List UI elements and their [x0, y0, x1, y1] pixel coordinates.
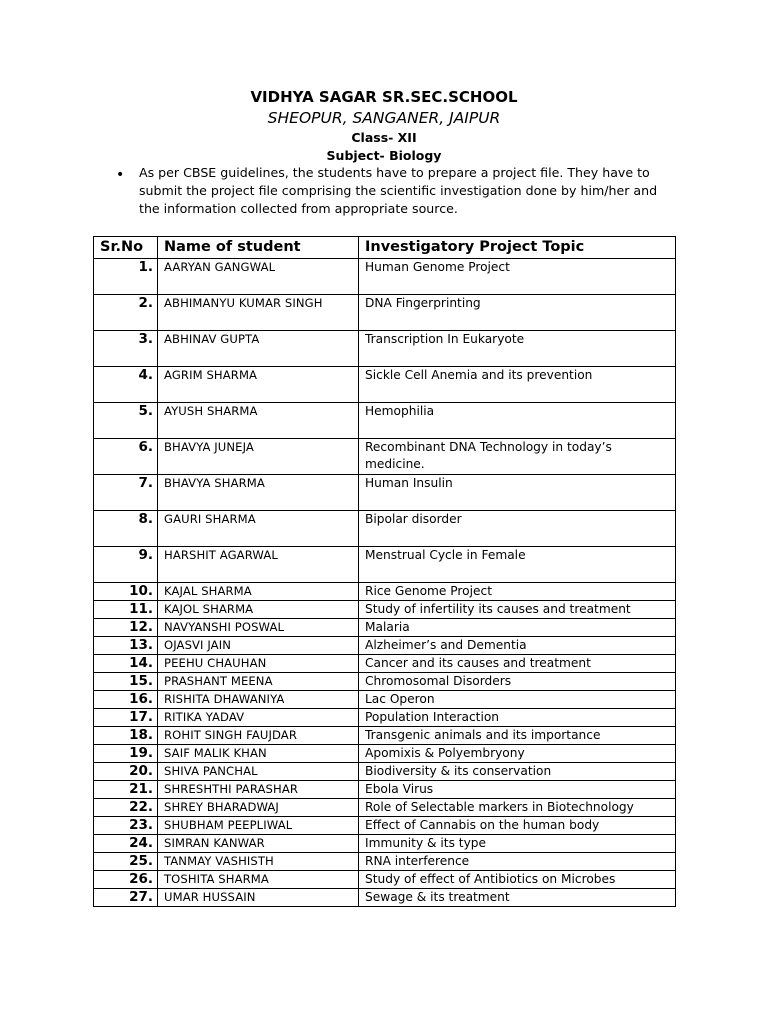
table-body — [94, 259, 676, 907]
table-row — [94, 817, 676, 835]
serial-number-cell: 10. — [94, 583, 158, 601]
student-name-cell: SHUBHAM PEEPLIWAL — [158, 817, 359, 835]
student-name-cell: SHREY BHARADWAJ — [158, 799, 359, 817]
project-topic-cell: Ebola Virus — [359, 781, 676, 799]
student-name-cell: TANMAY VASHISTH — [158, 853, 359, 871]
student-name-cell: SHIVA PANCHAL — [158, 763, 359, 781]
serial-number-cell: 22. — [94, 799, 158, 817]
table-row — [94, 871, 676, 889]
project-topic-cell: Population Interaction — [359, 709, 676, 727]
serial-number-cell: 26. — [94, 871, 158, 889]
serial-number-cell: 21. — [94, 781, 158, 799]
student-name-cell: HARSHIT AGARWAL — [158, 547, 359, 583]
class-label: Class- XII — [351, 130, 417, 145]
table-row — [94, 331, 676, 367]
table-row — [94, 889, 676, 907]
student-name-cell: ABHINAV GUPTA — [158, 331, 359, 367]
table-row — [94, 655, 676, 673]
table-row — [94, 439, 676, 475]
student-name-cell: KAJOL SHARMA — [158, 601, 359, 619]
student-name-cell: UMAR HUSSAIN — [158, 889, 359, 907]
serial-number-cell: 9. — [94, 547, 158, 583]
project-topic-cell: Study of infertility its causes and treatment — [359, 601, 676, 619]
project-topic-cell: Alzheimer’s and Dementia — [359, 637, 676, 655]
project-topic-cell: Study of effect of Antibiotics on Microbes — [359, 871, 676, 889]
student-name-cell: GAURI SHARMA — [158, 511, 359, 547]
project-topic-cell: Biodiversity & its conservation — [359, 763, 676, 781]
table-row — [94, 709, 676, 727]
project-topic-cell: Transcription In Eukaryote — [359, 331, 676, 367]
student-name-cell: BHAVYA SHARMA — [158, 475, 359, 511]
student-name-cell: PEEHU CHAUHAN — [158, 655, 359, 673]
serial-number-cell: 23. — [94, 817, 158, 835]
table-row — [94, 583, 676, 601]
table-row — [94, 799, 676, 817]
table-header-row — [94, 237, 676, 259]
student-name-cell: AGRIM SHARMA — [158, 367, 359, 403]
table-row — [94, 691, 676, 709]
serial-number-cell: 1. — [94, 259, 158, 295]
serial-number-cell: 11. — [94, 601, 158, 619]
serial-number-cell: 6. — [94, 439, 158, 475]
serial-number-cell: 3. — [94, 331, 158, 367]
school-address: SHEOPUR, SANGANER, JAIPUR — [267, 109, 501, 127]
student-name-cell: RITIKA YADAV — [158, 709, 359, 727]
column-header-srno: Sr.No — [94, 237, 158, 259]
table-row — [94, 619, 676, 637]
instruction-text: As per CBSE guidelines, the students have to prepare a project file. They have to submit the project file comprising the scientific investigation done by him/her and the information collected from appropriate source. — [139, 165, 658, 216]
serial-number-cell: 19. — [94, 745, 158, 763]
project-topic-cell: Lac Operon — [359, 691, 676, 709]
table-row — [94, 403, 676, 439]
serial-number-cell: 18. — [94, 727, 158, 745]
table-row — [94, 511, 676, 547]
serial-number-cell: 14. — [94, 655, 158, 673]
project-topic-cell: Chromosomal Disorders — [359, 673, 676, 691]
project-topic-cell: Hemophilia — [359, 403, 676, 439]
student-name-cell: RISHITA DHAWANIYA — [158, 691, 359, 709]
table-row — [94, 295, 676, 331]
table-row — [94, 745, 676, 763]
serial-number-cell: 13. — [94, 637, 158, 655]
serial-number-cell: 25. — [94, 853, 158, 871]
table-row — [94, 835, 676, 853]
subject-label: Subject- Biology — [326, 148, 442, 163]
student-name-cell: SIMRAN KANWAR — [158, 835, 359, 853]
column-header-name: Name of student — [158, 237, 359, 259]
student-name-cell: SHRESHTHI PARASHAR — [158, 781, 359, 799]
serial-number-cell: 16. — [94, 691, 158, 709]
table-row — [94, 853, 676, 871]
student-name-cell: SAIF MALIK KHAN — [158, 745, 359, 763]
project-topic-cell: Bipolar disorder — [359, 511, 676, 547]
student-name-cell: AYUSH SHARMA — [158, 403, 359, 439]
project-table — [93, 236, 676, 907]
student-name-cell: AARYAN GANGWAL — [158, 259, 359, 295]
project-topic-cell: Immunity & its type — [359, 835, 676, 853]
project-topic-cell: DNA Fingerprinting — [359, 295, 676, 331]
serial-number-cell: 27. — [94, 889, 158, 907]
project-topic-cell: Effect of Cannabis on the human body — [359, 817, 676, 835]
serial-number-cell: 24. — [94, 835, 158, 853]
table-row — [94, 367, 676, 403]
bullet-icon: • — [116, 167, 125, 183]
project-topic-cell: Sewage & its treatment — [359, 889, 676, 907]
project-topic-cell: Cancer and its causes and treatment — [359, 655, 676, 673]
serial-number-cell: 12. — [94, 619, 158, 637]
project-topic-cell: Apomixis & Polyembryony — [359, 745, 676, 763]
table-row — [94, 475, 676, 511]
student-name-cell: ROHIT SINGH FAUJDAR — [158, 727, 359, 745]
table-row — [94, 601, 676, 619]
project-topic-cell: Transgenic animals and its importance — [359, 727, 676, 745]
project-topic-cell: Human Genome Project — [359, 259, 676, 295]
project-topic-cell: Role of Selectable markers in Biotechnology — [359, 799, 676, 817]
serial-number-cell: 8. — [94, 511, 158, 547]
project-topic-cell: Recombinant DNA Technology in today’s medicine. — [359, 439, 676, 475]
column-header-topic: Investigatory Project Topic — [359, 237, 676, 259]
project-topic-cell: Malaria — [359, 619, 676, 637]
serial-number-cell: 20. — [94, 763, 158, 781]
serial-number-cell: 4. — [94, 367, 158, 403]
table-row — [94, 547, 676, 583]
project-topic-cell: Human Insulin — [359, 475, 676, 511]
table-row — [94, 673, 676, 691]
serial-number-cell: 17. — [94, 709, 158, 727]
project-topic-cell: Menstrual Cycle in Female — [359, 547, 676, 583]
serial-number-cell: 2. — [94, 295, 158, 331]
table-row — [94, 637, 676, 655]
table-row — [94, 259, 676, 295]
project-topic-cell: RNA interference — [359, 853, 676, 871]
student-name-cell: ABHIMANYU KUMAR SINGH — [158, 295, 359, 331]
project-topic-cell: Rice Genome Project — [359, 583, 676, 601]
student-name-cell: OJASVI JAIN — [158, 637, 359, 655]
student-name-cell: PRASHANT MEENA — [158, 673, 359, 691]
student-name-cell: TOSHITA SHARMA — [158, 871, 359, 889]
school-name: VIDHYA SAGAR SR.SEC.SCHOOL — [250, 88, 518, 106]
serial-number-cell: 5. — [94, 403, 158, 439]
project-topic-cell: Sickle Cell Anemia and its prevention — [359, 367, 676, 403]
student-name-cell: KAJAL SHARMA — [158, 583, 359, 601]
table-row — [94, 727, 676, 745]
serial-number-cell: 15. — [94, 673, 158, 691]
table-row — [94, 781, 676, 799]
serial-number-cell: 7. — [94, 475, 158, 511]
table-row — [94, 763, 676, 781]
student-name-cell: NAVYANSHI POSWAL — [158, 619, 359, 637]
student-name-cell: BHAVYA JUNEJA — [158, 439, 359, 475]
